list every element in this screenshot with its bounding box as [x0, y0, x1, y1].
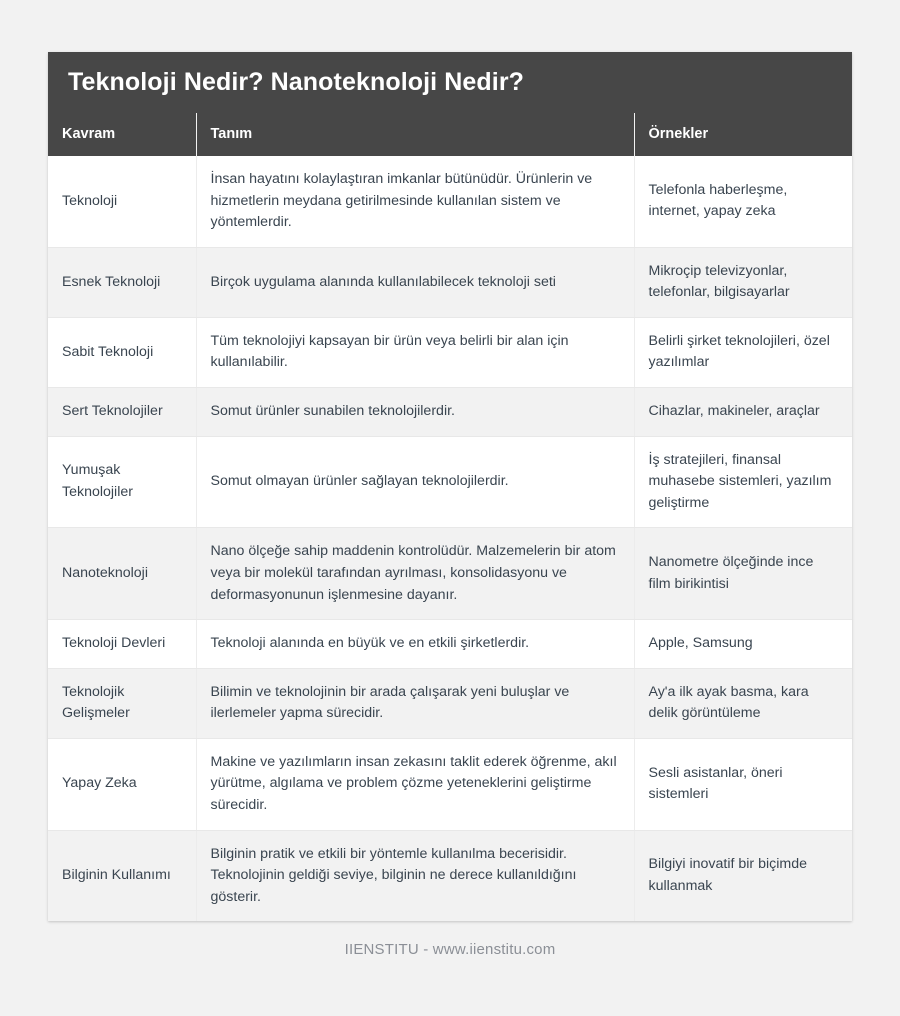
- cell-kavram: Sert Teknolojiler: [48, 388, 196, 437]
- cell-tanim: Birçok uygulama alanında kullanılabilecek teknoloji seti: [196, 247, 634, 317]
- column-header-ornekler: Örnekler: [634, 113, 852, 156]
- concepts-table: [48, 113, 852, 921]
- cell-kavram: Teknoloji: [48, 156, 196, 247]
- cell-tanim: Bilimin ve teknolojinin bir arada çalışarak yeni buluşlar ve ilerlemeler yapma sürecidir.: [196, 668, 634, 738]
- cell-ornekler: Cihazlar, makineler, araçlar: [634, 388, 852, 437]
- table-row: [48, 388, 852, 437]
- cell-ornekler: Belirli şirket teknolojileri, özel yazılımlar: [634, 317, 852, 387]
- cell-kavram: Yapay Zeka: [48, 738, 196, 830]
- page-title: Teknoloji Nedir? Nanoteknoloji Nedir?: [48, 52, 852, 113]
- cell-tanim: Makine ve yazılımların insan zekasını taklit ederek öğrenme, akıl yürütme, algılama ve problem çözme yeteneklerini geliştirme sürecidir.: [196, 738, 634, 830]
- table-row: [48, 738, 852, 830]
- cell-tanim: Tüm teknolojiyi kapsayan bir ürün veya belirli bir alan için kullanılabilir.: [196, 317, 634, 387]
- table-row: [48, 156, 852, 247]
- table-row: [48, 830, 852, 921]
- table-row: [48, 247, 852, 317]
- cell-kavram: Teknoloji Devleri: [48, 620, 196, 669]
- cell-kavram: Esnek Teknoloji: [48, 247, 196, 317]
- table-header: [48, 113, 852, 156]
- cell-ornekler: Telefonla haberleşme, internet, yapay zeka: [634, 156, 852, 247]
- cell-tanim: Nano ölçeğe sahip maddenin kontrolüdür. Malzemelerin bir atom veya bir molekül tarafından ayrılması, konsolidasyonu ve deformasyonunun işlenmesine dayanır.: [196, 528, 634, 620]
- column-header-kavram: Kavram: [48, 113, 196, 156]
- cell-ornekler: Bilgiyi inovatif bir biçimde kullanmak: [634, 830, 852, 921]
- cell-tanim: Somut ürünler sunabilen teknolojilerdir.: [196, 388, 634, 437]
- cell-ornekler: Apple, Samsung: [634, 620, 852, 669]
- cell-ornekler: Mikroçip televizyonlar, telefonlar, bilgisayarlar: [634, 247, 852, 317]
- cell-tanim: İnsan hayatını kolaylaştıran imkanlar bütünüdür. Ürünlerin ve hizmetlerin meydana getirilmesinde kullanılan sistem ve yöntemlerdir.: [196, 156, 634, 247]
- cell-kavram: Bilginin Kullanımı: [48, 830, 196, 921]
- table-row: [48, 436, 852, 528]
- table-row: [48, 620, 852, 669]
- content-card: [48, 52, 852, 921]
- table-row: [48, 317, 852, 387]
- table-row: [48, 528, 852, 620]
- cell-tanim: Teknoloji alanında en büyük ve en etkili şirketlerdir.: [196, 620, 634, 669]
- cell-tanim: Somut olmayan ürünler sağlayan teknolojilerdir.: [196, 436, 634, 528]
- footer-attribution: IIENSTITU - www.iienstitu.com: [344, 941, 556, 958]
- cell-kavram: Yumuşak Teknolojiler: [48, 436, 196, 528]
- cell-kavram: Teknolojik Gelişmeler: [48, 668, 196, 738]
- cell-tanim: Bilginin pratik ve etkili bir yöntemle kullanılma becerisidir. Teknolojinin geldiği seviye, bilginin ne derece kullanıldığını gösterir.: [196, 830, 634, 921]
- cell-kavram: Nanoteknoloji: [48, 528, 196, 620]
- table-row: [48, 668, 852, 738]
- cell-ornekler: Nanometre ölçeğinde ince film birikintisi: [634, 528, 852, 620]
- cell-kavram: Sabit Teknoloji: [48, 317, 196, 387]
- cell-ornekler: İş stratejileri, finansal muhasebe sistemleri, yazılım geliştirme: [634, 436, 852, 528]
- cell-ornekler: Sesli asistanlar, öneri sistemleri: [634, 738, 852, 830]
- cell-ornekler: Ay'a ilk ayak basma, kara delik görüntüleme: [634, 668, 852, 738]
- table-body: [48, 156, 852, 921]
- table-header-row: [48, 113, 852, 156]
- column-header-tanim: Tanım: [196, 113, 634, 156]
